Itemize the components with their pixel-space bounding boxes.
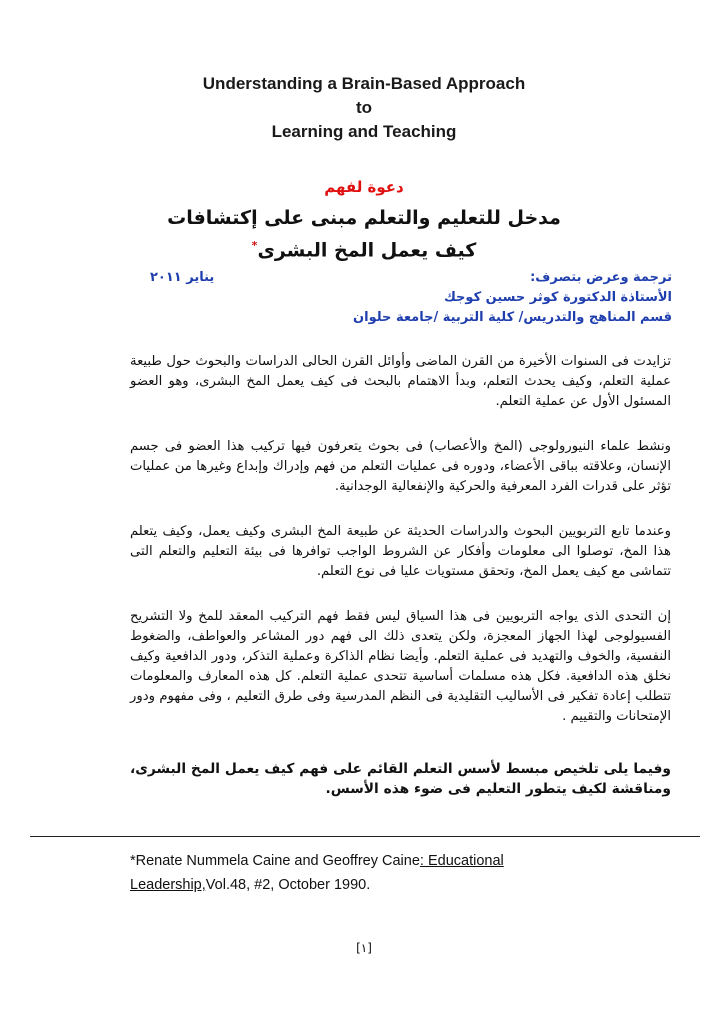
english-title-line-3: Learning and Teaching [271, 122, 457, 141]
footnote-authors: *Renate Nummela Caine and Geoffrey Caine [130, 853, 420, 869]
english-title-line-2: to [355, 98, 373, 117]
arabic-title-line-2-text: كيف يعمل المخ البشرى [257, 239, 477, 262]
footnote-marker: * [251, 239, 258, 252]
footnote-journal-part2: Leadership, [130, 877, 206, 893]
paragraph-2: ونشط علماء النيورولوجى (المخ والأعصاب) فى بحوث يتعرفون فيها تركيب هذا العضو فى جسم الإنسان، وعلاقته بباقى الأعضاء، ودوره فى عمليات التعلم من فهم وإدراك وإبداع وغيرها من عمليات تؤثر على قدرات الفرد المعرفية والحركية والإنفعالية الوجدانية. [130, 439, 671, 494]
footnote-volume: Vol.48, #2, October 1990. [205, 877, 371, 893]
translator-label: ترجمة وعرض بتصرف: [530, 270, 672, 285]
page-number: [١] [356, 941, 372, 955]
paragraph-5-summary: وفيما يلى تلخيص مبسط لأسس التعلم القائم على فهم كيف يعمل المخ البشرى، ومناقشة لكيف يتطور التعليم فى ضوء هذه الأسس. [130, 761, 671, 797]
arabic-title-line-2 [0, 232, 728, 264]
footnote [130, 849, 690, 897]
arabic-title-line-1: مدخل للتعليم والتعلم مبنى على إكتشافات [167, 207, 561, 229]
footnote-journal-part1: : Educational [419, 853, 504, 869]
publication-date: يناير ٢٠١١ [150, 270, 215, 285]
english-title-line-1: Understanding a Brain-Based Approach [202, 74, 526, 93]
translator-name: الأستاذة الدكتورة كوثر حسين كوجك [443, 290, 672, 305]
department-affiliation: قسم المناهج والتدريس/ كلية التربية /جامعة حلوان [353, 310, 672, 325]
paragraph-3: وعندما تابع التربويين البحوث والدراسات الحديثة عن طبيعة المخ البشرى وكيف يعمل، وكيف يتعلم هذا المخ، توصلوا الى معلومات وأفكار عن الشروط الواجب توافرها فى بيئة التعليم والتعلم التى تتماشى مع كيف يعمل المخ، وتحقق مستويات عليا فى نوع التعلم. [130, 524, 671, 579]
footnote-separator [30, 836, 700, 837]
arabic-invitation-label: دعوة لفهم [324, 178, 404, 196]
paragraph-4: إن التحدى الذى يواجه التربويين فى هذا السياق ليس فقط فهم التركيب المعقد للمخ ولا التشريح الفسيولوجى لهذا الجهاز المعجزة، ولكن يتعدى ذلك الى فهم دور المشاعر والعواطف، والضغوط النفسية، والخوف والتهديد فى عملية التعلم. وأيضا نظام الذاكرة وعملية التذكر، ودور الدافعية وكيف نخلق هذه الدافعية. فكل هذه مسلمات أساسية تتحدى عملية التعلم. كل هذه المعارف والمعلومات تتطلب إعادة تفكير فى الأساليب التقليدية فى النظم المدرسية وفى طرق التعليم ، وفى مفهوم ودور الإمتحانات والتقييم . [130, 609, 671, 724]
paragraph-1: تزايدت فى السنوات الأخيرة من القرن الماضى وأوائل القرن الحالى الدراسات والبحوث حول طبيعة عملية التعلم، وكيف يحدث التعلم، وبدأ الاهتمام بالبحث فى كيف يعمل المخ البشرى، وهو العضو المسئول الأول عن عملية التعلم. [130, 354, 671, 409]
